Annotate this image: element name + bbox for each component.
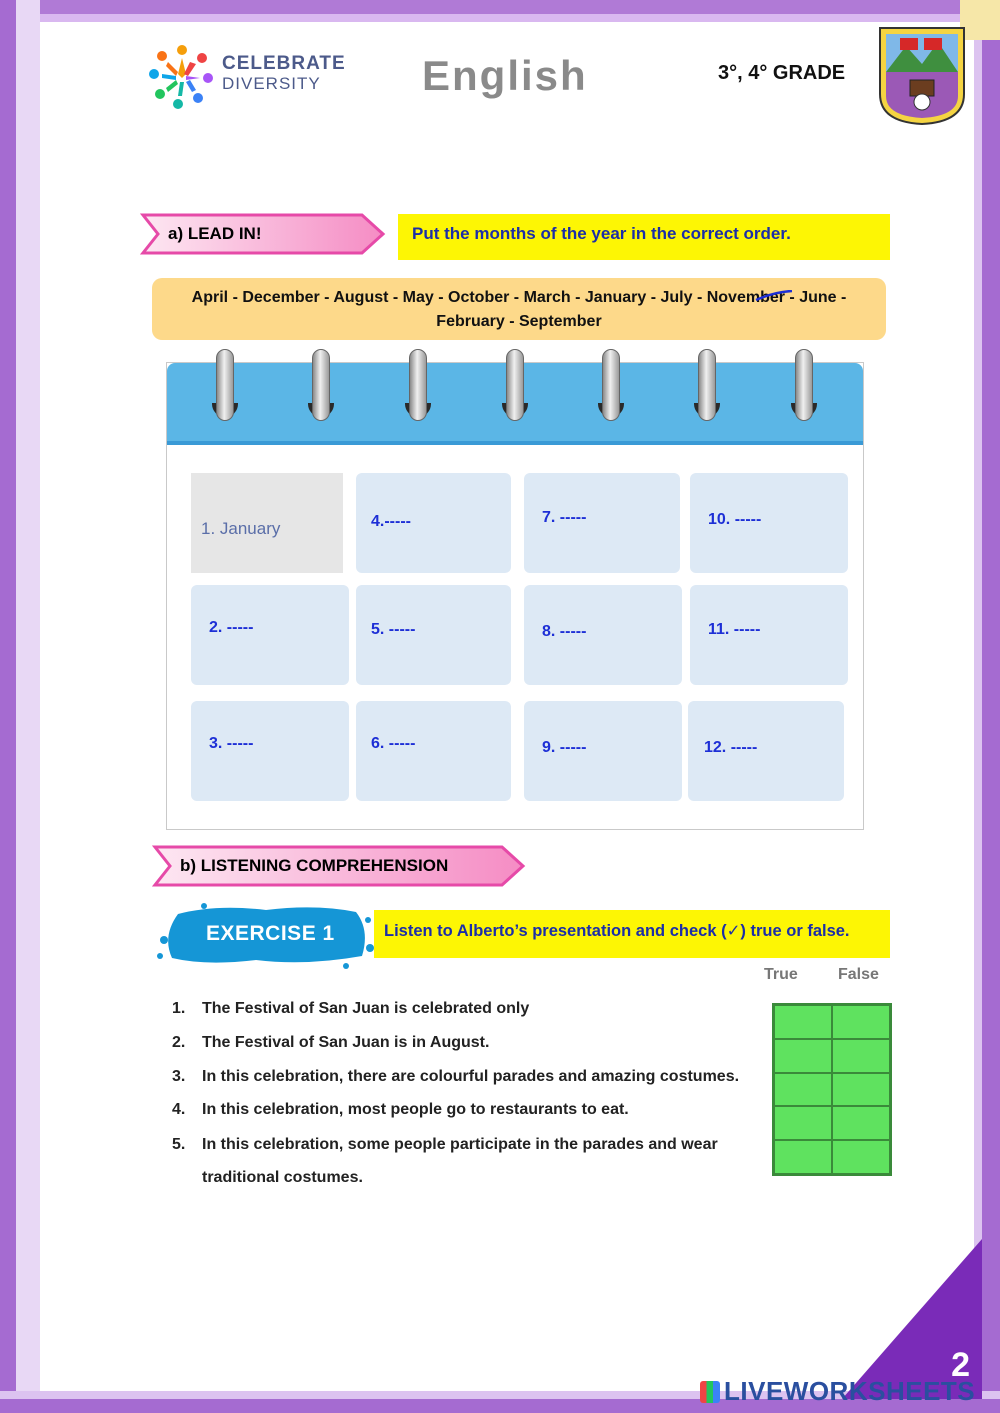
statement-4-false-box[interactable] — [832, 1106, 890, 1140]
statement-1-number: 1. — [172, 1000, 186, 1017]
statement-2-true-box[interactable] — [774, 1039, 832, 1073]
word-bank-line-1: April - December - August - May - October - March - January - July - November - June - — [191, 289, 847, 306]
calendar-ring — [506, 349, 524, 421]
page-frame-right — [982, 0, 1000, 1413]
month-slot-4[interactable] — [356, 473, 511, 573]
subject-title: English — [422, 52, 588, 99]
month-slot-7[interactable] — [524, 473, 680, 573]
calendar-ring — [698, 349, 716, 421]
school-crest-icon — [876, 24, 968, 126]
statement-3-number: 3. — [172, 1068, 186, 1085]
exercise-1-label: EXERCISE 1 — [206, 922, 335, 945]
page-frame-right-inner — [974, 0, 982, 1413]
month-slot-9-text: 9. ----- — [542, 739, 587, 756]
section-b-label: b) LISTENING COMPREHENSION — [180, 856, 449, 875]
calendar-ring — [216, 349, 234, 421]
statement-1-text: The Festival of San Juan is celebrated only — [202, 1000, 530, 1017]
statement-5 — [172, 1136, 718, 1154]
month-slot-9[interactable] — [524, 701, 682, 801]
exercise-1-instruction — [374, 910, 890, 958]
month-slot-12[interactable] — [688, 701, 844, 801]
page-frame-top — [0, 0, 1000, 14]
exercise-1-badge — [156, 900, 374, 970]
statement-5-continued — [172, 1169, 363, 1187]
month-slot-5[interactable] — [356, 585, 511, 685]
statement-1-true-box[interactable] — [774, 1005, 832, 1039]
logo-line2: DIVERSITY — [222, 74, 321, 93]
month-slot-11-text: 11. ----- — [708, 621, 761, 638]
logo-line1: CELEBRATE — [222, 53, 346, 74]
statement-4-text: In this celebration, most people go to restaurants to eat. — [202, 1101, 629, 1118]
section-a-instruction — [398, 214, 890, 260]
statement-4-number: 4. — [172, 1101, 186, 1118]
statement-3 — [172, 1068, 739, 1086]
statement-2-text: The Festival of San Juan is in August. — [202, 1034, 490, 1051]
month-slot-7-text: 7. ----- — [542, 509, 587, 526]
statement-3-true-box[interactable] — [774, 1073, 832, 1107]
statement-4 — [172, 1101, 629, 1119]
strike-mark-icon — [754, 290, 794, 302]
month-slot-1 — [191, 473, 343, 573]
month-slot-4-text: 4.----- — [371, 513, 411, 530]
page-number: 2 — [951, 1346, 970, 1384]
page-frame-left-inner — [16, 0, 40, 1413]
statement-5-continued-text: traditional costumes. — [202, 1169, 363, 1186]
month-slot-1-text: 1. January — [201, 519, 281, 538]
liveworksheets-logo-icon — [700, 1381, 720, 1403]
month-slot-8[interactable] — [524, 585, 682, 685]
true-column-header: True — [764, 966, 798, 983]
calendar-ring — [602, 349, 620, 421]
statement-2-false-box[interactable] — [832, 1039, 890, 1073]
statement-5-true-box[interactable] — [774, 1140, 832, 1174]
statement-5-false-box[interactable] — [832, 1140, 890, 1174]
month-slot-12-text: 12. ----- — [704, 739, 758, 756]
month-slot-2[interactable] — [191, 585, 349, 685]
page-frame-top-inner — [0, 14, 1000, 22]
month-slot-5-text: 5. ----- — [371, 621, 416, 638]
statement-5-text: In this celebration, some people participate in the parades and wear — [202, 1136, 718, 1153]
calendar-ring — [312, 349, 330, 421]
month-slot-6[interactable] — [356, 701, 511, 801]
statement-3-false-box[interactable] — [832, 1073, 890, 1107]
statement-3-text: In this celebration, there are colourful parades and amazing costumes. — [202, 1068, 740, 1085]
watermark-text: LIVEWORKSHEETS — [724, 1376, 976, 1406]
month-slot-3[interactable] — [191, 701, 349, 801]
celebrate-diversity-logo — [146, 40, 346, 112]
statement-1-false-box[interactable] — [832, 1005, 890, 1039]
true-false-grid — [772, 1003, 892, 1176]
month-slot-10[interactable] — [690, 473, 848, 573]
statement-4-true-box[interactable] — [774, 1106, 832, 1140]
statement-2-number: 2. — [172, 1034, 186, 1051]
month-slot-6-text: 6. ----- — [371, 735, 416, 752]
statement-5-number: 5. — [172, 1136, 186, 1153]
section-a-instruction-text: Put the months of the year in the correct order. — [412, 224, 791, 243]
statement-1 — [172, 1000, 529, 1018]
month-slot-3-text: 3. ----- — [209, 735, 254, 752]
page-frame-left — [0, 0, 16, 1413]
section-a-label: a) LEAD IN! — [168, 224, 262, 243]
calendar-ring — [409, 349, 427, 421]
month-word-bank — [152, 278, 886, 340]
month-slot-8-text: 8. ----- — [542, 623, 587, 640]
months-calendar — [166, 362, 864, 830]
word-bank-line-2: February - September — [436, 313, 602, 330]
month-slot-2-text: 2. ----- — [209, 619, 254, 636]
false-column-header: False — [838, 966, 879, 983]
liveworksheets-watermark — [700, 1376, 975, 1407]
section-b-tag — [152, 844, 526, 888]
grade-label: 3°, 4° GRADE — [718, 62, 846, 84]
statement-2 — [172, 1034, 489, 1052]
section-a-tag — [140, 212, 386, 256]
exercise-1-instruction-text: Listen to Alberto’s presentation and check (✓) true or false. — [384, 922, 850, 940]
month-slot-10-text: 10. ----- — [708, 511, 762, 528]
people-circle-icon — [146, 40, 218, 112]
calendar-ring — [795, 349, 813, 421]
month-slot-11[interactable] — [690, 585, 848, 685]
